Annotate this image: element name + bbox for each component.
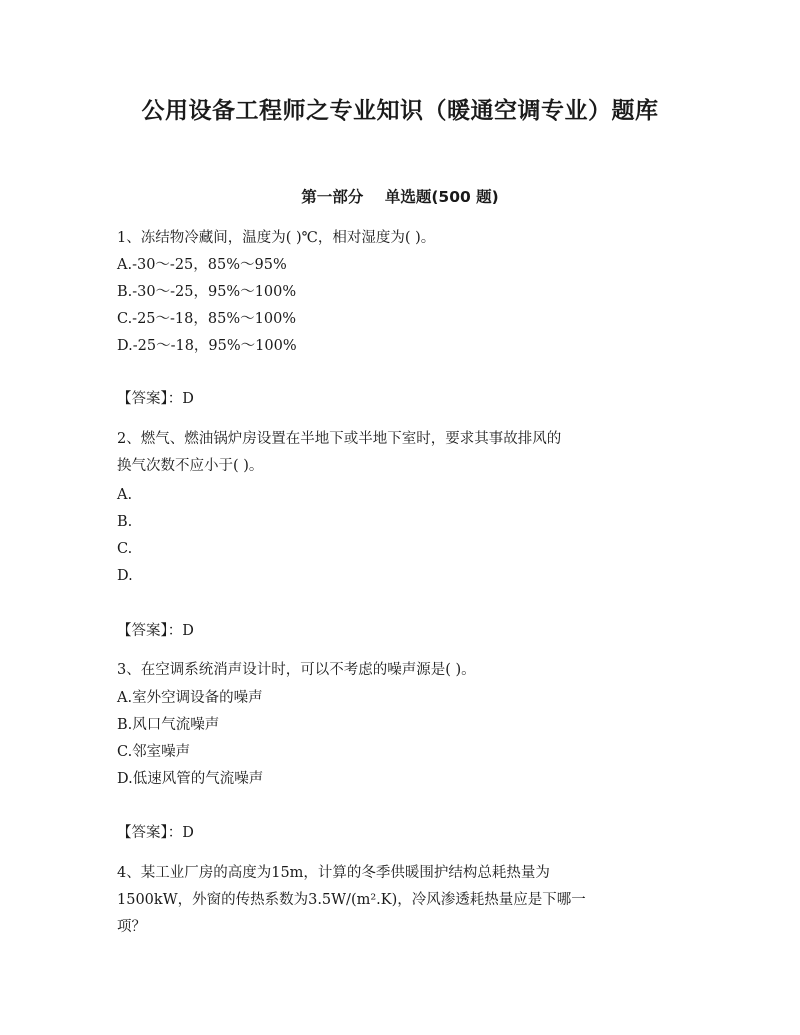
question-3-option-a: A.室外空调设备的噪声 [117, 690, 263, 706]
question-2-option-d: D. [117, 568, 133, 584]
question-2-answer: 【答案】：D [117, 623, 194, 639]
question-1-option-d: D.-25～-18，95%～100% [117, 338, 297, 354]
question-3-option-d: D.低速风管的气流噪声 [117, 771, 264, 787]
question-4-stem-line-3: 项？ [117, 919, 146, 935]
question-2-stem-line-1: 2、燃气、燃油锅炉房设置在半地下或半地下室时，要求其事故排风的 [117, 431, 562, 447]
question-4-stem-line-2: 1500kW，外窗的传热系数为3.5W/(m².K)，冷风渗透耗热量应是下哪一 [117, 892, 586, 908]
question-3-option-b: B.风口气流噪声 [117, 717, 220, 733]
question-4-stem-line-1: 4、某工业厂房的高度为15m，计算的冬季供暖围护结构总耗热量为 [117, 865, 550, 881]
section-title: 第一部分 单选题(500 题) [301, 188, 499, 206]
question-1-option-c: C.-25～-18，85%～100% [117, 311, 297, 327]
question-1-option-b: B.-30～-25，95%～100% [117, 284, 297, 300]
question-3-answer: 【答案】：D [117, 825, 194, 841]
question-2-option-c: C. [117, 541, 133, 557]
document-title: 公用设备工程师之专业知识（暖通空调专业）题库 [141, 98, 659, 124]
question-3-stem: 3、在空调系统消声设计时，可以不考虑的噪声源是( )。 [117, 662, 476, 678]
question-1-answer: 【答案】：D [117, 391, 194, 407]
question-2-option-b: B. [117, 514, 133, 530]
question-3-option-c: C.邻室噪声 [117, 744, 191, 760]
question-2-option-a: A. [117, 487, 133, 503]
question-1-stem: 1、冻结物冷藏间，温度为( )℃，相对湿度为( )。 [117, 230, 436, 246]
question-2-stem-line-2: 换气次数不应小于( )。 [117, 458, 264, 474]
question-1-option-a: A.-30～-25，85%～95% [117, 257, 287, 273]
